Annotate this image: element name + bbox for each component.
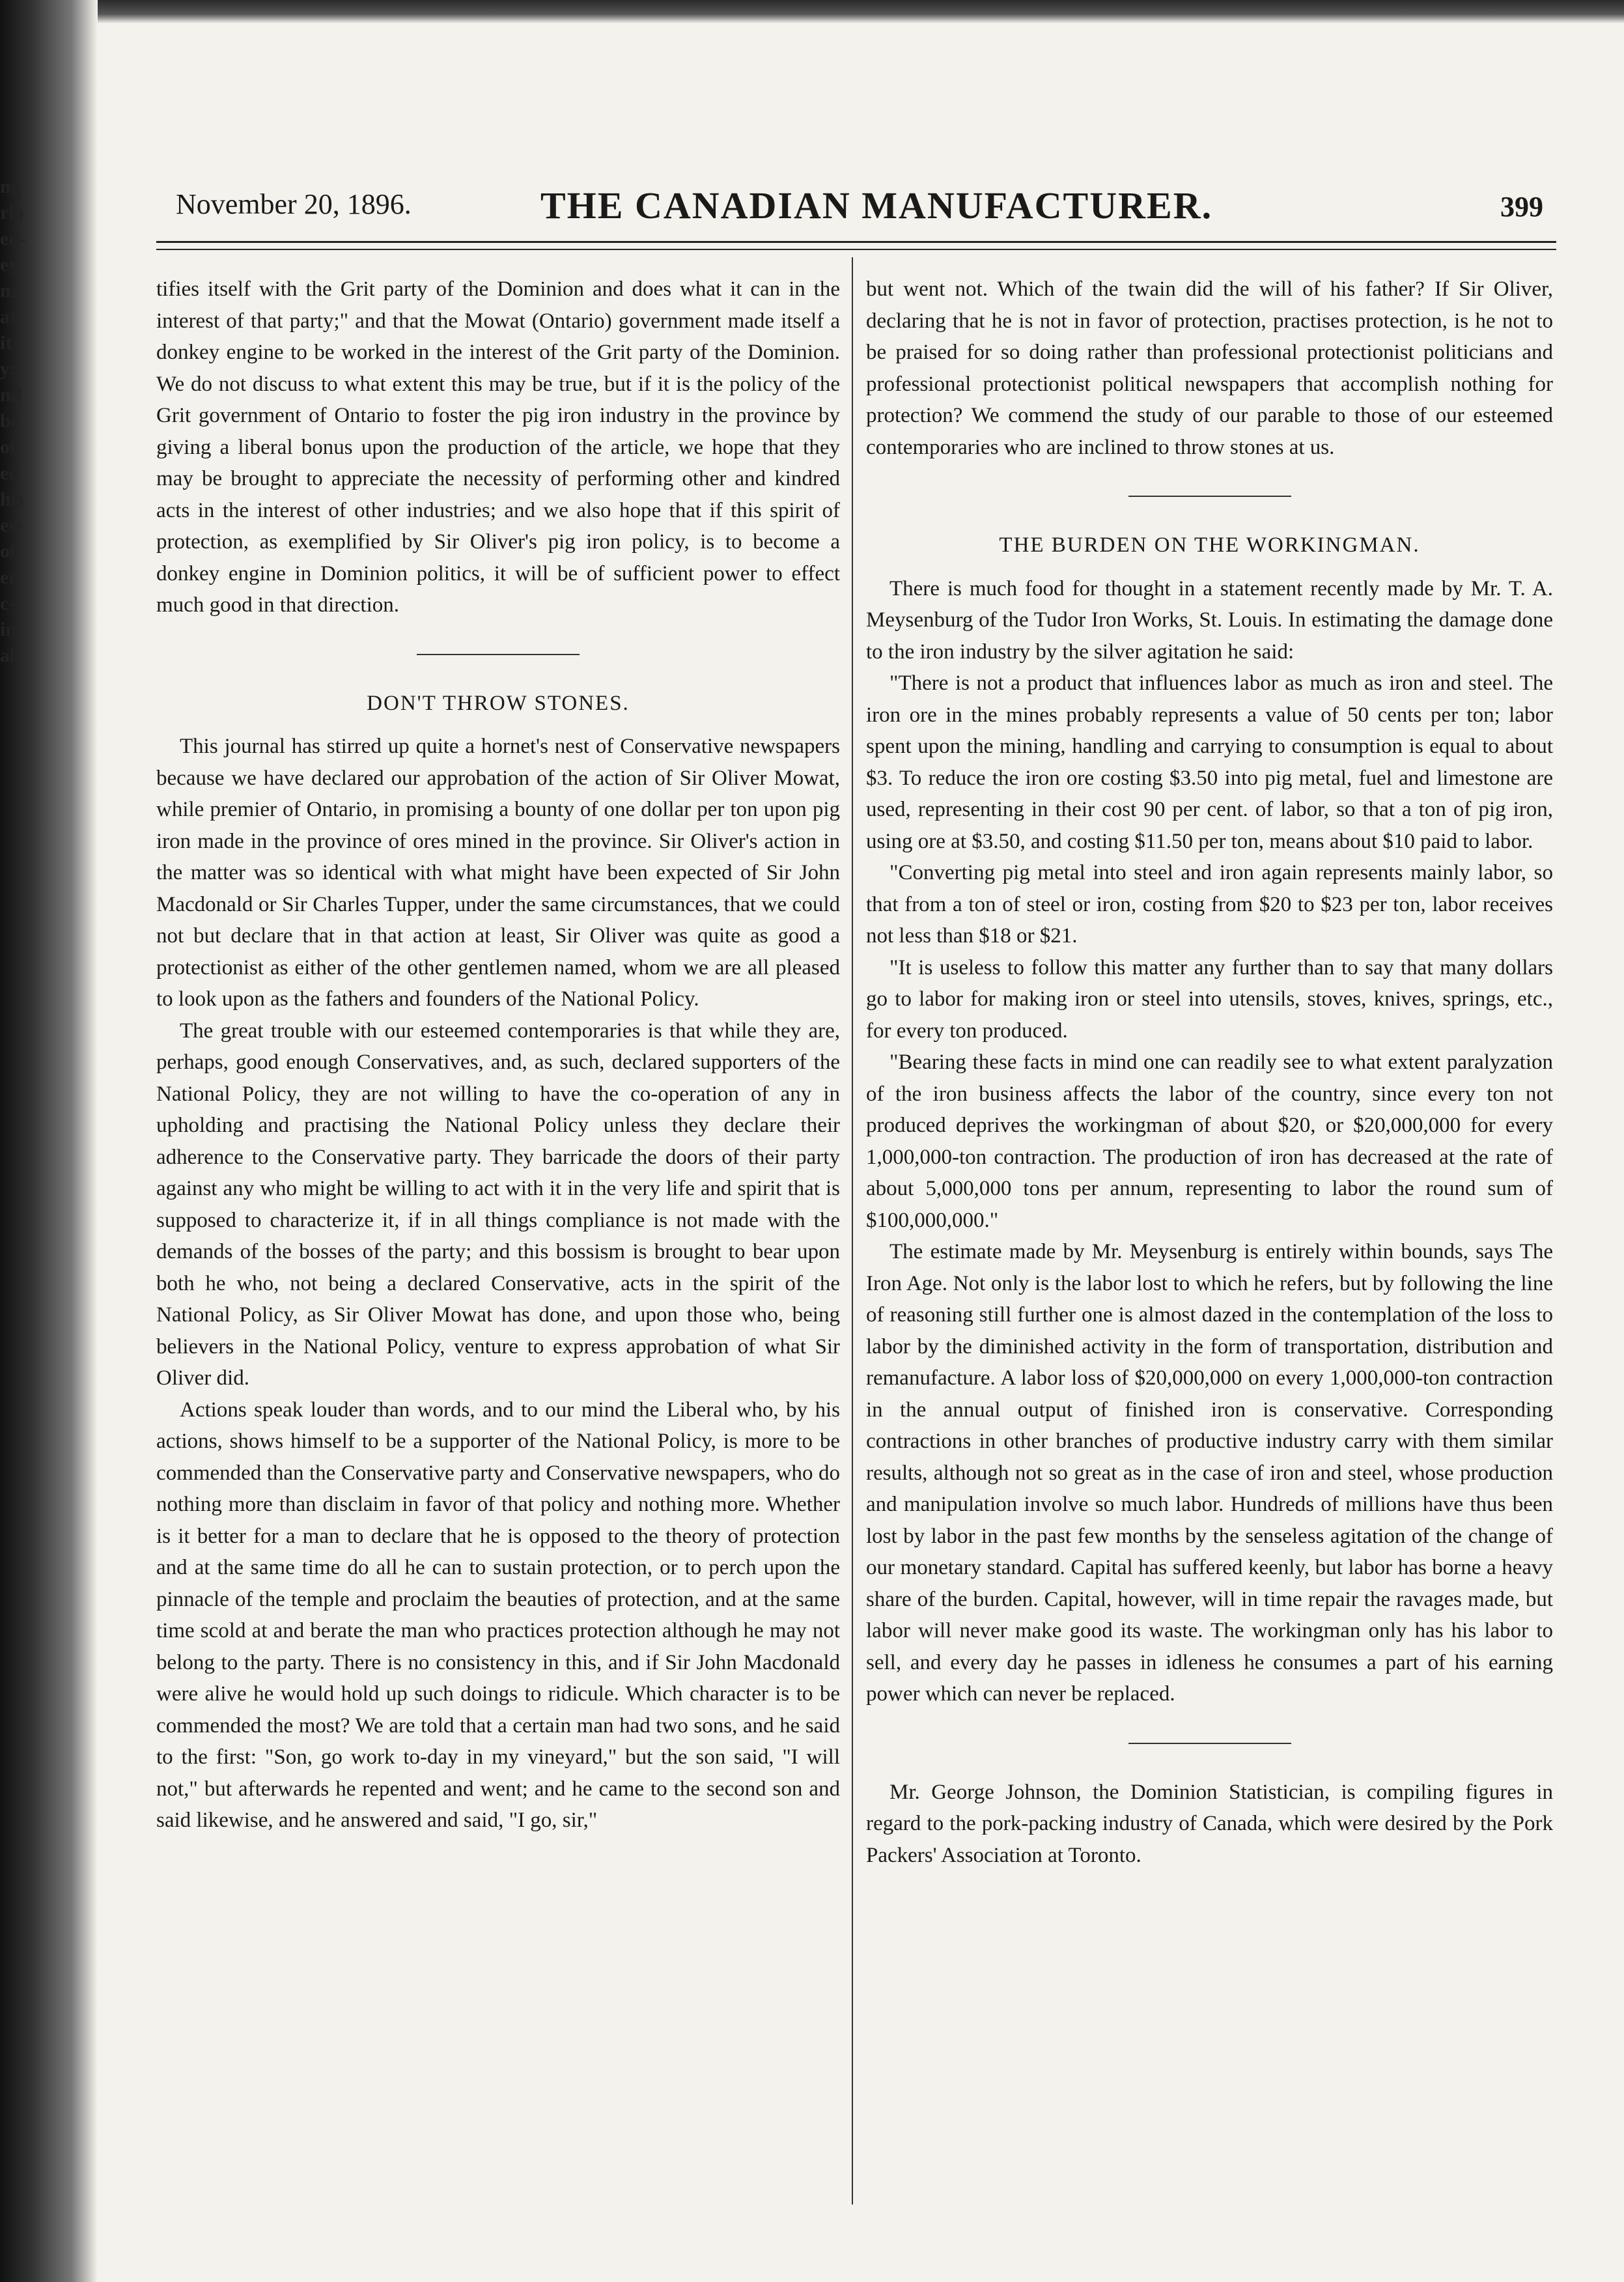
paragraph: The estimate made by Mr. Meysenburg is entirely within bounds, says The Iron Age. Not only is the labor lost to which he refers, but by following the line of reasoning still further one is almost dazed in the contemplation of the loss to labor by the diminished activity in the form of transportation, distribution and remanufacture. A labor loss of $20,000,000 on every 1,000,000-ton contraction in the annual output of finished iron is conservative. Corresponding contractions in other branches of productive industry carry with them similar results, although not so great as in the case of iron and steel, whose production and manipulation involve so much labor. Hundreds of millions have thus been lost by labor in the past few months by the senseless agitation of the change of our monetary standard. Capital has suffered keenly, but labor has borne a heavy share of the burden. Capital, however, will in time repair the ravages made, but labor will never make good its waste. The workingman only has his labor to sell, and every day he passes in idleness he consumes a part of his earning power which can never be replaced. (866, 1240, 1553, 1706)
article-heading: THE BURDEN ON THE WORKINGMAN. (999, 533, 1420, 557)
article-heading: DON'T THROW STONES. (367, 691, 630, 715)
quoted-paragraph: "It is useless to follow this matter any further than to say that many dollars go to labor for making iron or steel into utensils, stoves, knives, springs, etc., for every ton produced. (866, 955, 1553, 1043)
news-note: Mr. George Johnson, the Dominion Statistician, is compiling figures in regard to the pork-packing industry of Canada, which were desired by the Pork Packers' Association at Toronto. (866, 1780, 1553, 1867)
page-number: 399 (1500, 191, 1543, 223)
paragraph: The great trouble with our esteemed contemporaries is that while they are, perhaps, good enough Conservatives, and, as such, declared supporters of the National Policy, they are not willing to have the co-operation of any in upholding and practising the National Policy unless they declare their adherence to the Conservative party. They barricade the doors of their party against any who might be willing to act with it in the very life and spirit that is supposed to characterize it, if in all things compliance is not made with the demands of the bosses of the party; and this bossism is brought to bear upon both he who, not being a declared Conservative, acts in the spirit of the National Policy, as Sir Oliver Mowat has done, and upon those who, being believers in the National Policy, venture to express approbation of what Sir Oliver did. (156, 1019, 840, 1390)
right-column (866, 274, 1553, 1871)
adjacent-page-fragments (0, 176, 26, 671)
margin-fragment: be (0, 410, 20, 432)
paragraph: This journal has stirred up quite a hornet's nest of Conservative newspapers because we have declared our approbation of the action of Sir Oliver Mowat, while premier of Ontario, in promising a bounty of one dollar per ton upon pig iron made in the province of ores mined in the province. Sir Oliver's action in the matter was so identical with what might have been expected of Sir John Macdonald or Sir Charles Tupper, under the same circumstances, that we could not but declare that in that action at least, Sir Oliver was quite as good a protectionist as either of the other gentlemen named, whom we are all pleased to look upon as the fathers and founders of the National Policy. (156, 735, 840, 1011)
margin-fragment: at (0, 306, 16, 328)
margin-fragment: of (0, 541, 16, 562)
margin-fragment: y; (0, 358, 16, 380)
margin-fragment: al (0, 645, 16, 666)
margin-fragment: his (0, 488, 24, 510)
margin-fragment: of (0, 436, 16, 458)
margin-fragment: it (0, 332, 12, 354)
quoted-paragraph: "Converting pig metal into steel and iron again represents mainly labor, so that from a ton of steel or iron, costing from $20 to $23 per ton, labor receives not less than $18 or $21. (866, 861, 1553, 948)
margin-fragment: er (0, 567, 18, 588)
section-separator (1128, 1743, 1291, 1744)
left-column (156, 274, 840, 1837)
issue-date: November 20, 1896. (176, 188, 412, 220)
article-continuation: tifies itself with the Grit party of the Dominion and does what it can in the interest of that party;" and that the Mowat (Ontario) government made itself a donkey engine to be worked in the interest of the Grit party of the Dominion. We do not discuss to what extent this may be true, but if it is the policy of the Grit government of Ontario to foster the pig iron industry in the province by giving a liberal bonus upon the production of the article, we hope that they may be brought to appreciate the necessity of performing other and kindred acts in the interest of other industries; and we also hope that if this spirit of protection, as exemplified by Sir Oliver's pig iron policy, is to become a donkey engine in Dominion politics, it will be of sufficient power to effect much good in that direction. (156, 277, 840, 617)
quoted-paragraph: "There is not a product that influences labor as much as iron and steel. The iron ore in the mines probably represents a value of 50 cents per ton; labor spent upon the mining, handling and carrying to consumption is equal to about $3. To reduce the iron ore costing $3.50 into pig metal, fuel and limestone are used, representing in their cost 90 per cent. of labor, so that a ton of pig iron, using ore at $3.50, and costing $11.50 per ton, means about $10 paid to labor. (866, 671, 1553, 853)
margin-fragment: ed- (0, 228, 26, 249)
header-rule-top (156, 241, 1556, 243)
column-divider (852, 257, 853, 2205)
margin-fragment: nd (0, 384, 22, 406)
margin-fragment: rio (0, 202, 24, 223)
scan-top-border (0, 0, 1624, 23)
paragraph: There is much food for thought in a statement recently made by Mr. T. A. Meysenburg of the Tudor Iron Works, St. Louis. In estimating the damage done to the iron industry by the silver agitation he said: (866, 576, 1553, 664)
masthead-title: THE CANADIAN MANUFACTURER. (540, 184, 1213, 227)
margin-fragment: ey (0, 254, 19, 275)
margin-fragment: ed (0, 462, 20, 484)
section-separator (1128, 496, 1291, 497)
paragraph: Actions speak louder than words, and to our mind the Liberal who, by his actions, shows himself to be a supporter of the National Policy, is more to be commended than the Conservative party and Conservative newspapers, who do nothing more than disclaim in favor of that policy and nothing more. Whether is it better for a man to declare that he is opposed to the theory of protection and at the same time do all he can to sustain protection, or to perch upon the pinnacle of the temple and proclaim the beauties of protection, and at the same time scold at and berate the man who practices protection although he may not belong to the party. There is no consistency in this, and if Sir John Macdonald were alive he would hold up such doings to ridicule. Which character is to be commended the most? We are told that a certain man had two sons, and he said to the first: "Son, go work to-day in my vineyard," but the son said, "I will not," but afterwards he repented and went; and he came to the second son and said likewise, and he answered and said, "I go, sir," (156, 1398, 840, 1832)
page-header (176, 184, 1543, 236)
margin-fragment: ng (0, 176, 21, 197)
margin-fragment: in (0, 619, 17, 640)
margin-fragment: c- (0, 593, 16, 614)
margin-fragment: ns (0, 280, 19, 302)
article-continuation: but went not. Which of the twain did the will of his father? If Sir Oliver, declaring that he is not in favor of protection, practises protection, is he not to be praised for so doing rather than professional protectionist politicians and professional protectionist political newspapers that accomplish nothing for protection? We commend the study of our parable to those of our esteemed contemporaries who are inclined to throw stones at us. (866, 277, 1553, 459)
margin-fragment: es- (0, 514, 23, 536)
quoted-paragraph: "Bearing these facts in mind one can readily see to what extent paralyzation of the iron business affects the labor of the country, since every ton not produced deprives the workingman of about $20, or $20,000,000 for every 1,000,000-ton contraction. The production of iron has decreased at the rate of about 5,000,000 tons per annum, representing to labor the round sum of $100,000,000." (866, 1050, 1553, 1232)
section-separator (417, 654, 580, 655)
header-rule-bottom (156, 249, 1556, 250)
